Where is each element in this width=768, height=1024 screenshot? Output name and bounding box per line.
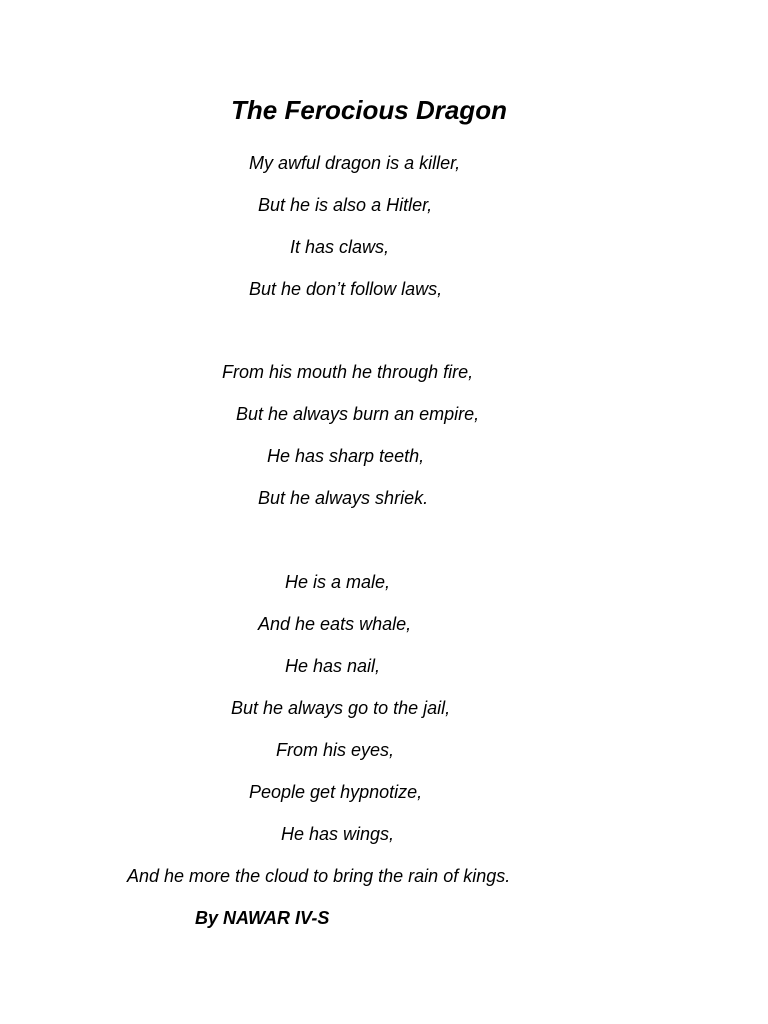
poem-line: My awful dragon is a killer, [249,153,461,173]
poem-line: He has nail, [285,656,381,676]
poem-line: It has claws, [290,237,390,257]
poem-line: But he always burn an empire, [236,404,480,424]
poem-author: By NAWAR IV-S [195,908,330,928]
poem-line: But he always shriek. [258,488,429,508]
poem-line: But he is also a Hitler, [258,195,433,215]
poem-line: He is a male, [285,572,391,592]
poem-line: He has sharp teeth, [267,446,425,466]
poem-line: And he eats whale, [258,614,412,634]
poem-line: From his mouth he through fire, [222,362,474,382]
poem-line: But he don’t follow laws, [249,279,443,299]
poem-line: He has wings, [281,824,395,844]
poem-line: From his eyes, [276,740,395,760]
poem-line: But he always go to the jail, [231,698,451,718]
poem-title: The Ferocious Dragon [231,95,507,125]
poem-line: People get hypnotize, [249,782,423,802]
poem-line: And he more the cloud to bring the rain of kings. [127,866,511,886]
